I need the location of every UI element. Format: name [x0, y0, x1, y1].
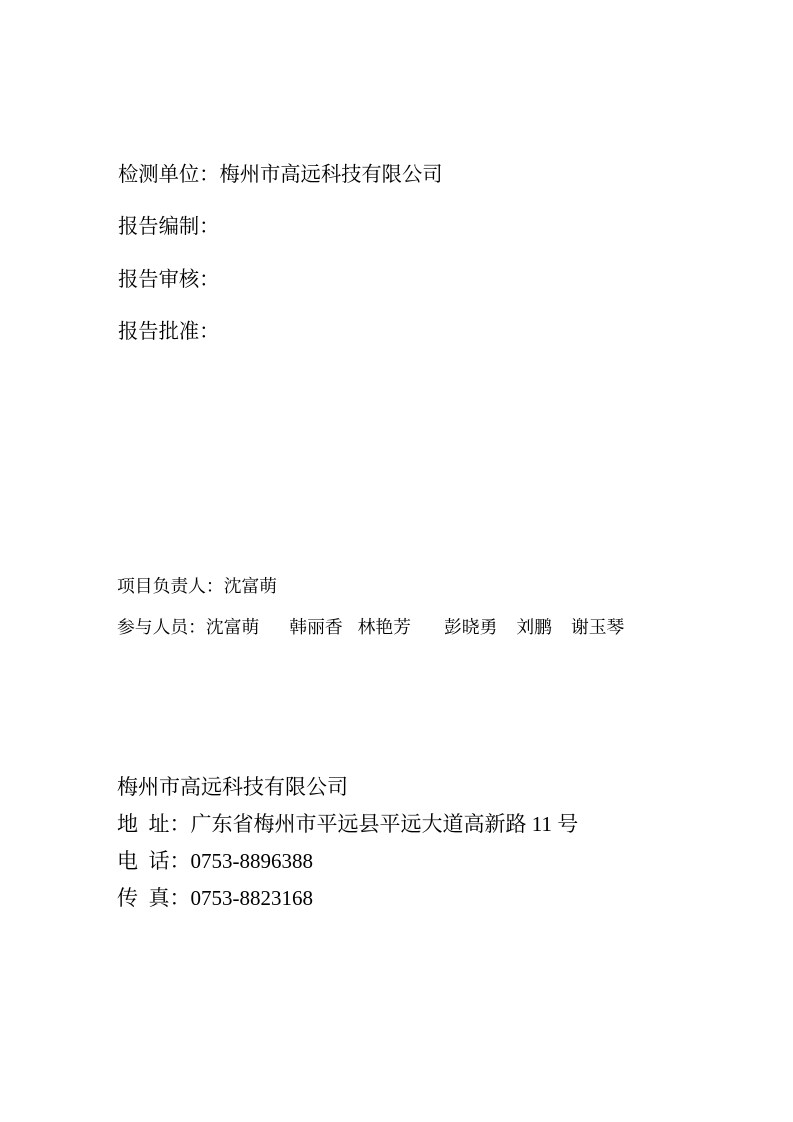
company-name-text: 梅州市高远科技有限公司 — [117, 775, 348, 799]
participant-name: 谢玉琴 — [570, 617, 625, 637]
report-signature-block — [118, 149, 443, 358]
testing-unit-line — [118, 149, 443, 201]
testing-unit-label: 检测单位： — [118, 164, 220, 186]
participant-name: 刘鹏 — [516, 617, 552, 637]
project-leader-label: 项目负责人： — [117, 576, 224, 596]
participant-name: 沈富萌 — [205, 617, 260, 637]
fax-value: 0753-8823168 — [190, 886, 313, 910]
participant-name: 彭晓勇 — [444, 617, 498, 637]
company-name — [117, 769, 578, 806]
participant-name: 韩丽香 — [289, 617, 343, 637]
project-leader-name: 沈富萌 — [223, 576, 278, 596]
report-reviewed-line — [118, 254, 443, 306]
company-contact-block — [117, 769, 578, 917]
personnel-block — [117, 566, 624, 648]
report-reviewed-label: 报告审核： — [118, 268, 220, 291]
fax-label: 传 真： — [117, 886, 191, 910]
phone-label: 电 话： — [117, 849, 191, 873]
report-approved-line — [118, 306, 443, 358]
report-prepared-line — [118, 201, 443, 253]
address-label: 地 址： — [117, 812, 191, 836]
company-phone-line — [117, 843, 578, 880]
company-fax-line — [117, 880, 578, 917]
testing-unit-value: 梅州市高远科技有限公司 — [219, 164, 443, 186]
participants-label: 参与人员： — [117, 617, 206, 637]
phone-value: 0753-8896388 — [190, 849, 313, 873]
report-prepared-label: 报告编制： — [118, 216, 220, 239]
participants-line — [117, 607, 624, 648]
company-address-line — [117, 806, 578, 843]
participant-name: 林艳芳 — [357, 617, 411, 637]
report-approved-label: 报告批准： — [118, 320, 220, 343]
project-leader-line — [117, 566, 624, 607]
address-value: 广东省梅州市平远县平远大道高新路 11 号 — [190, 812, 579, 836]
